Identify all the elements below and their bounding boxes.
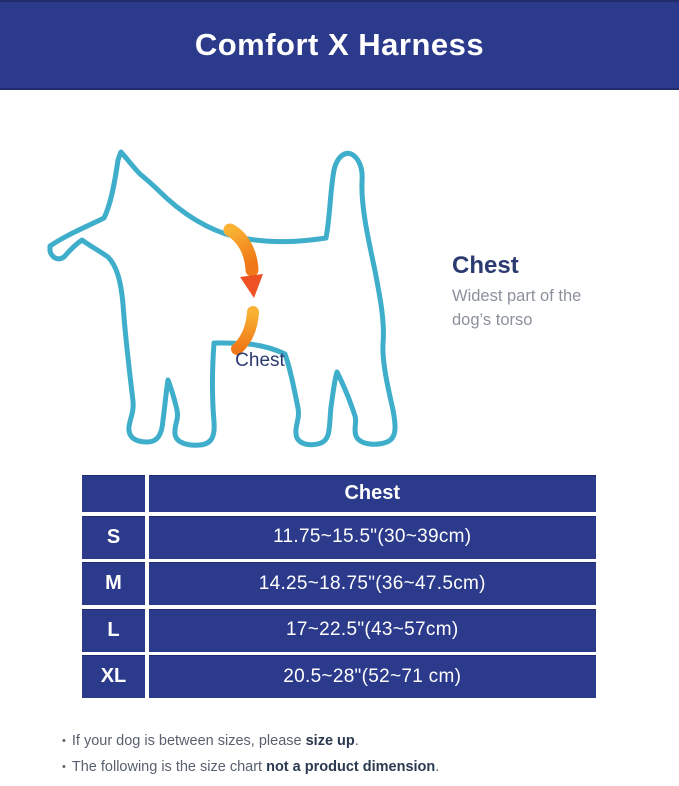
header-bar <box>0 0 679 90</box>
note-text: The following is the size chart <box>71 758 267 775</box>
bullet-icon: • <box>62 735 66 747</box>
size-cell-xl: XL <box>82 655 145 698</box>
note-period: . <box>354 733 359 749</box>
note-not-product-dimension <box>62 759 439 776</box>
chest-value-l: 17~22.5"(43~57cm) <box>149 609 597 652</box>
dog-chest-label: Chest <box>235 350 285 371</box>
chest-description-body: Widest part of the dog’s torso <box>452 287 582 329</box>
chest-description-title: Chest <box>452 252 519 279</box>
chest-value-s: 11.75~15.5"(30~39cm) <box>149 516 597 559</box>
size-cell-l: L <box>82 609 145 652</box>
chest-value-xl: 20.5~28"(52~71 cm) <box>149 655 597 698</box>
dog-outline-illustration <box>40 130 440 460</box>
note-text: If your dog is between sizes, please <box>71 733 306 749</box>
note-size-up <box>62 733 439 750</box>
size-cell-m: M <box>82 562 145 605</box>
footnotes <box>62 733 439 784</box>
dog-outline-path <box>50 152 395 445</box>
size-cell-s: S <box>82 516 145 559</box>
chest-description <box>452 252 617 333</box>
bullet-icon: • <box>62 760 66 773</box>
table-header-chest: Chest <box>149 475 597 512</box>
size-chart-table <box>82 475 596 698</box>
note-bold-text: size up <box>305 733 355 749</box>
chest-band-upper <box>230 230 252 270</box>
table-corner-cell <box>82 475 145 512</box>
chest-band-arrowhead-icon <box>240 274 263 298</box>
page-title: Comfort X Harness <box>194 27 485 62</box>
chest-value-m: 14.25~18.75"(36~47.5cm) <box>149 562 597 605</box>
note-period: . <box>435 758 440 775</box>
note-bold-text: not a product dimension <box>266 758 436 775</box>
